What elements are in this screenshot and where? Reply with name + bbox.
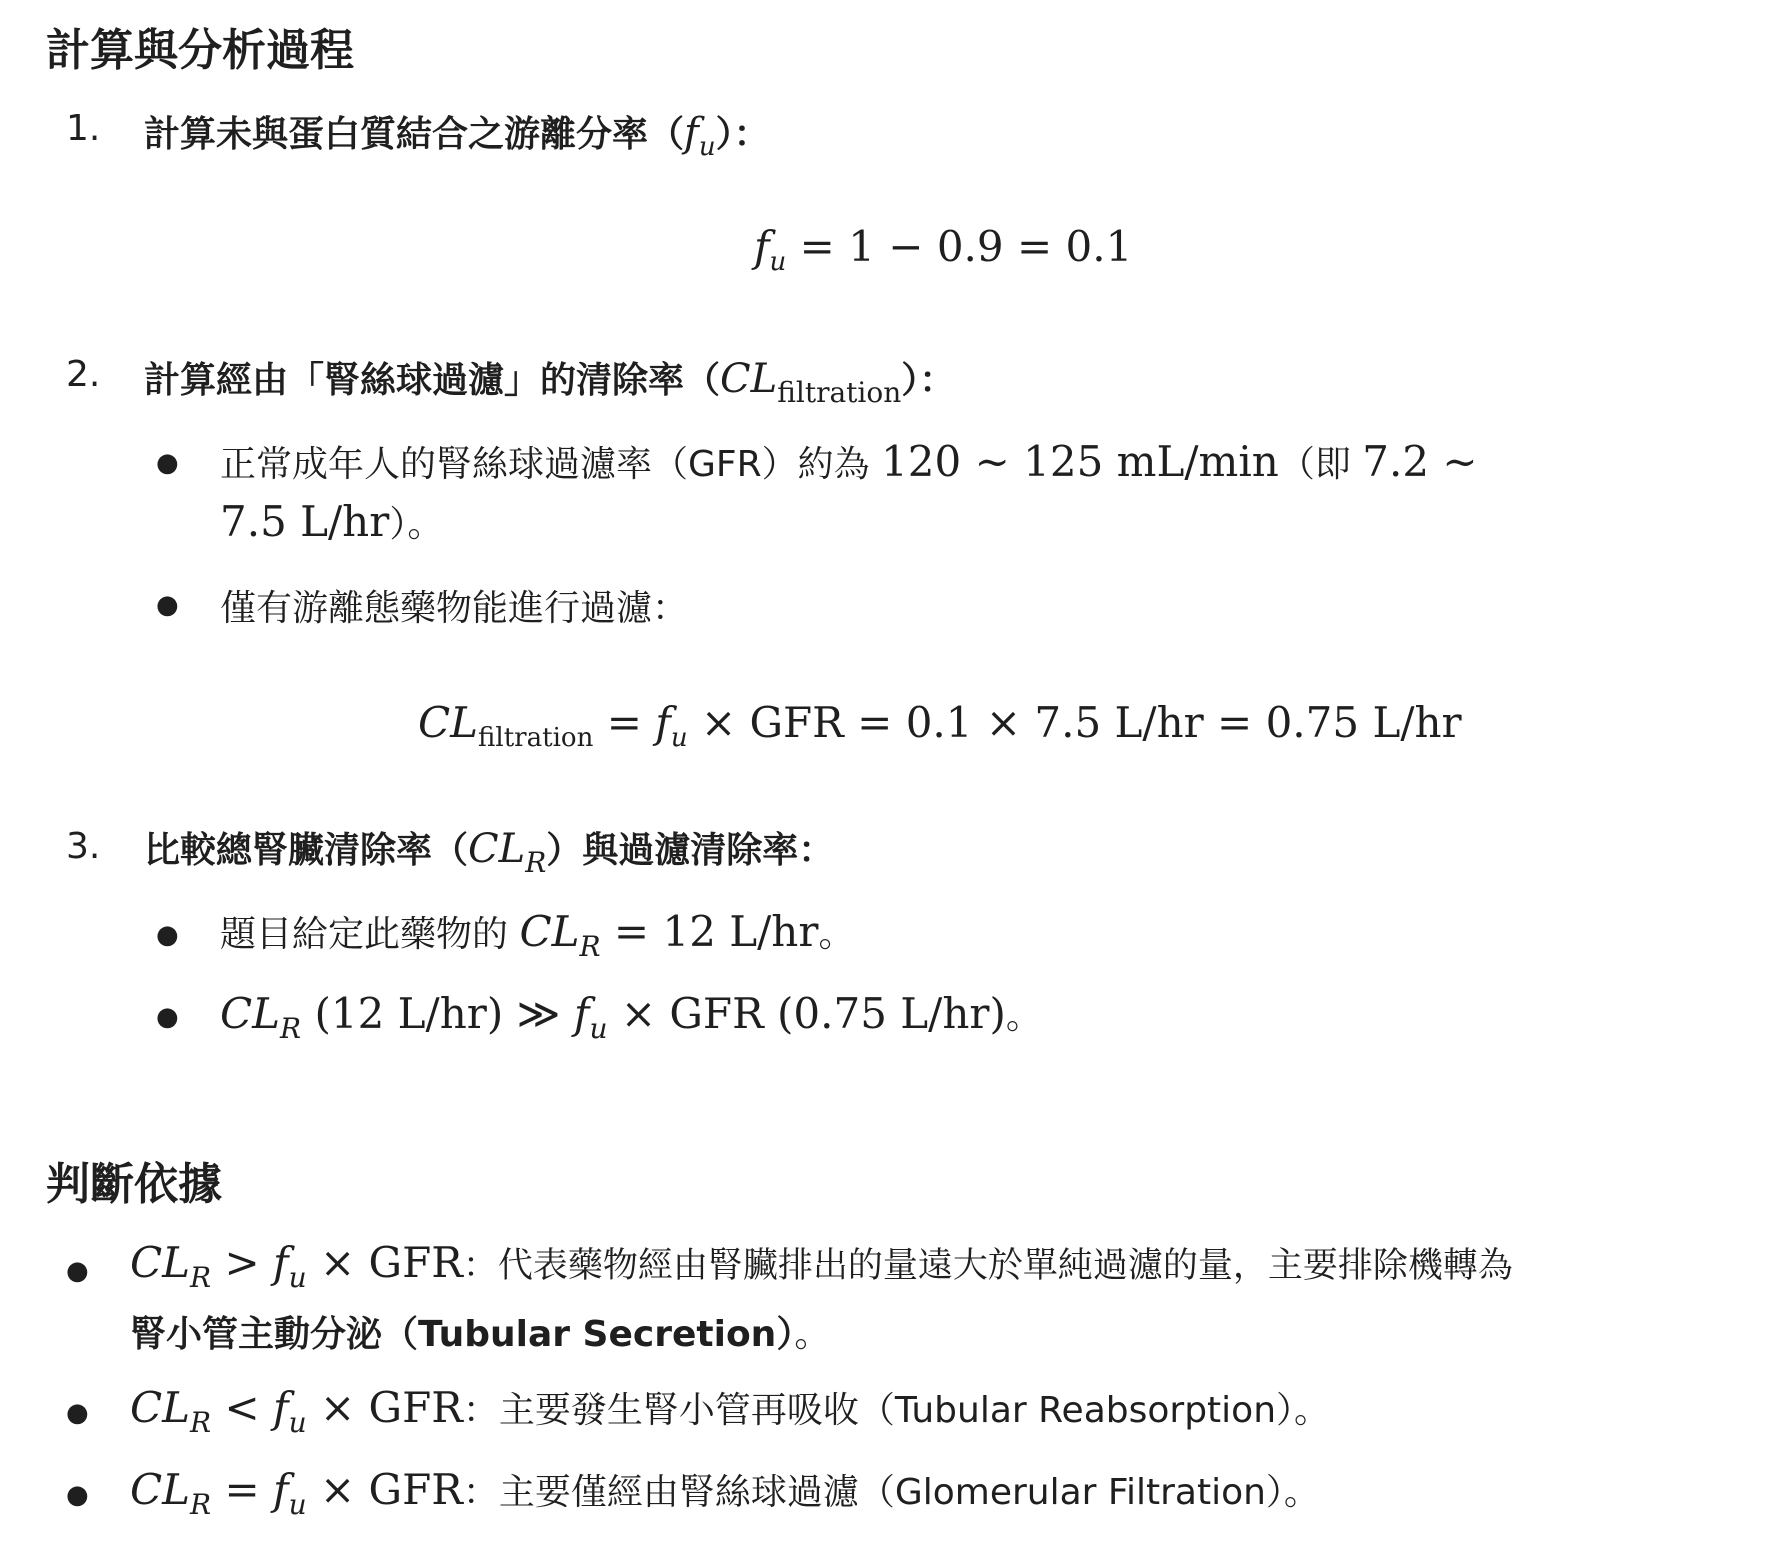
criteria-3-r: R	[190, 1487, 212, 1521]
item-3-bullet-2-fu-var: f	[573, 989, 590, 1038]
equation-fu-sub: u	[769, 247, 787, 278]
criteria-2-fu-var: f	[273, 1383, 289, 1432]
list-number-3: 3.	[66, 826, 101, 867]
item-2-bullet-1-text-c: ）。	[389, 504, 444, 545]
section-heading-calculation: 計算與分析過程	[46, 25, 354, 76]
bullet-dot: ●	[156, 920, 179, 950]
item-1-title-math-f: f	[684, 110, 699, 156]
item-3-bullet-2	[220, 988, 1042, 1045]
item-2-bullet-1-math-c: 7.5 L/hr	[220, 497, 390, 546]
item-3-bullet-2-r: R	[280, 1011, 302, 1045]
item-3-title-a: 比較總腎臟清除率（	[144, 830, 469, 871]
equation-clf-fu-var: f	[655, 698, 671, 747]
criteria-2-gfr: × GFR	[306, 1383, 463, 1432]
item-2-bullet-1-math-a: 120 ∼ 125 mL/min	[881, 437, 1279, 486]
criteria-2-op: <	[211, 1383, 274, 1432]
item-2-bullet-1-line-1	[220, 436, 1478, 487]
item-2-title	[144, 352, 955, 409]
item-2-title-text: 計算經由「腎絲球過濾」的清除率（	[144, 360, 721, 401]
criteria-1-text: ：代表藥物經由腎臟排出的量遠大於單純過濾的量，主要排除機轉為	[462, 1246, 1513, 1286]
list-number-1: 1.	[66, 108, 101, 149]
item-3-title	[144, 822, 834, 879]
bullet-dot: ●	[156, 448, 179, 478]
criteria-1-cl: CL	[130, 1238, 191, 1287]
criteria-3	[130, 1464, 1320, 1521]
criteria-3-gfr: × GFR	[306, 1465, 463, 1514]
item-2-bullet-1-line-2	[220, 496, 443, 547]
equation-clfiltration	[418, 698, 1462, 753]
item-3-bullet-1-cl: CL	[519, 907, 580, 956]
item-3-title-math-cl: CL	[468, 826, 526, 872]
criteria-2	[130, 1382, 1330, 1439]
equation-fu	[754, 222, 1132, 277]
bullet-dot: ●	[66, 1480, 89, 1510]
criteria-1-line-2	[130, 1306, 830, 1357]
item-3-title-b: ）與過濾清除率：	[546, 830, 835, 871]
equation-fu-rest: = 1 − 0.9 = 0.1	[786, 222, 1133, 271]
item-3-bullet-2-end: 。	[1005, 996, 1042, 1037]
equation-clf-rest: × GFR = 0.1 × 7.5 L/hr = 0.75 L/hr	[687, 698, 1462, 747]
criteria-3-cl: CL	[130, 1465, 191, 1514]
item-2-title-math-sub: filtration	[777, 375, 902, 409]
item-1-title-text: 計算未與蛋白質結合之游離分率（	[144, 114, 685, 155]
item-2-bullet-1-math-b: 7.2 ∼	[1362, 437, 1478, 486]
item-1-title-math-u: u	[698, 132, 716, 163]
item-3-bullet-1-math-rest: = 12 L/hr	[600, 907, 819, 956]
section-heading-criteria: 判斷依據	[46, 1159, 222, 1210]
criteria-2-r: R	[190, 1405, 212, 1439]
item-1-title	[144, 106, 770, 162]
criteria-2-cl: CL	[130, 1383, 191, 1432]
bullet-dot: ●	[156, 1002, 179, 1032]
criteria-3-text: ：主要僅經由腎絲球過濾（Glomerular Filtration）。	[462, 1472, 1320, 1513]
criteria-1-end: 。	[794, 1314, 831, 1355]
bullet-dot: ●	[156, 590, 179, 620]
item-3-bullet-2-mid: (12 L/hr) ≫	[301, 989, 574, 1038]
criteria-3-fu-var: f	[273, 1465, 289, 1514]
criteria-1-gfr: × GFR	[306, 1238, 463, 1287]
criteria-1-bold: 腎小管主動分泌（Tubular Secretion）	[130, 1314, 795, 1355]
equation-clf-fu-sub: u	[670, 723, 688, 754]
item-1-title-end: ）：	[715, 114, 770, 155]
criteria-2-text: ：主要發生腎小管再吸收（Tubular Reabsorption）。	[462, 1390, 1331, 1431]
criteria-1-fu-sub: u	[288, 1260, 307, 1294]
item-2-title-end: ）：	[901, 360, 956, 401]
item-2-bullet-2: 僅有游離態藥物能進行過濾：	[220, 588, 689, 629]
equation-clf-eq: =	[593, 698, 656, 747]
bullet-dot: ●	[66, 1398, 89, 1428]
criteria-1-fu-var: f	[273, 1238, 289, 1287]
item-3-bullet-1-end: 。	[818, 914, 855, 955]
item-3-bullet-2-rest: × GFR (0.75 L/hr)	[607, 989, 1006, 1038]
item-3-bullet-2-fu-sub: u	[589, 1011, 608, 1045]
item-3-title-math-r: R	[525, 845, 547, 879]
item-3-bullet-1	[220, 906, 854, 963]
item-2-bullet-1-text-b: （即	[1278, 444, 1363, 485]
criteria-1-r: R	[190, 1260, 212, 1294]
item-3-bullet-1-text: 題目給定此藥物的	[220, 914, 520, 955]
criteria-1-line-1	[130, 1238, 1513, 1294]
bullet-dot: ●	[66, 1256, 89, 1286]
equation-clf-sub: filtration	[478, 723, 594, 754]
list-number-2: 2.	[66, 354, 101, 395]
equation-fu-var: f	[754, 222, 770, 271]
criteria-2-fu-sub: u	[288, 1405, 307, 1439]
item-2-bullet-1-text-a: 正常成年人的腎絲球過濾率（GFR）約為	[220, 444, 882, 485]
item-3-bullet-1-r: R	[579, 929, 601, 963]
criteria-3-op: =	[211, 1465, 274, 1514]
criteria-1-op: >	[211, 1238, 274, 1287]
criteria-3-fu-sub: u	[288, 1487, 307, 1521]
item-3-bullet-2-cl: CL	[220, 989, 281, 1038]
equation-clf-var: CL	[418, 698, 479, 747]
item-2-title-math-cl: CL	[720, 356, 778, 402]
